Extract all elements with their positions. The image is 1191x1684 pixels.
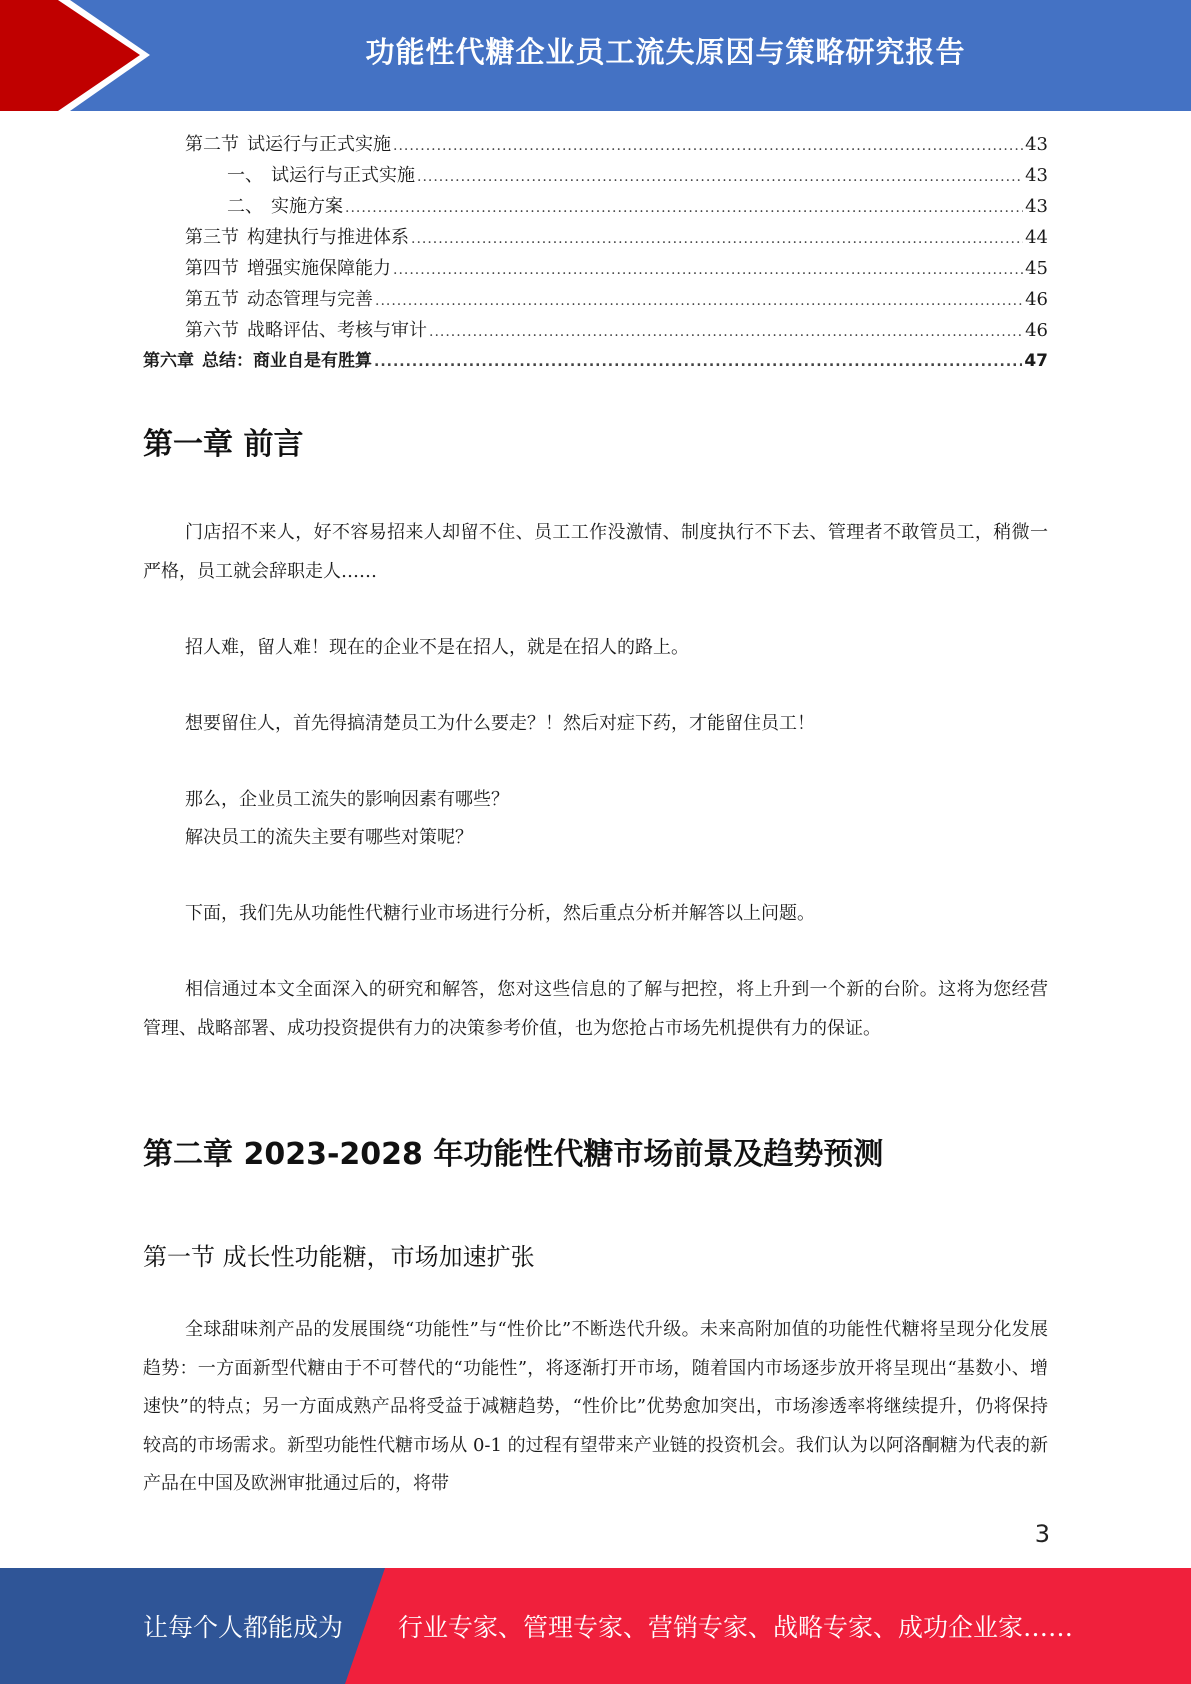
section-1-title: 第一节 成长性功能糖，市场加速扩张 bbox=[143, 1243, 535, 1271]
toc-entry-chapter[interactable] bbox=[143, 346, 1048, 377]
chapter-1-title: 第一章 前言 bbox=[143, 427, 304, 462]
toc-entry-number: 一、 bbox=[227, 165, 263, 186]
toc-leader bbox=[393, 255, 1023, 286]
toc-entry-title: 试运行与正式实施 bbox=[247, 134, 391, 155]
toc-leader bbox=[345, 193, 1023, 224]
toc-entry[interactable] bbox=[143, 160, 1048, 191]
toc-entry-page: 44 bbox=[1025, 227, 1048, 248]
toc-leader bbox=[411, 224, 1023, 255]
toc-entry-title: 增强实施保障能力 bbox=[247, 258, 391, 279]
toc-entry-page: 47 bbox=[1024, 351, 1048, 371]
toc-entry-title: 试运行与正式实施 bbox=[271, 165, 415, 186]
toc-entry-number: 二、 bbox=[227, 196, 263, 217]
table-of-contents bbox=[143, 129, 1048, 377]
toc-entry-number: 第二节 bbox=[185, 134, 239, 155]
toc-entry-page: 46 bbox=[1025, 320, 1048, 341]
chapter-2-title: 第二章 2023-2028 年功能性代糖市场前景及趋势预测 bbox=[143, 1137, 884, 1172]
page-header bbox=[0, 0, 1191, 111]
chapter-1-paragraph: 解决员工的流失主要有哪些对策呢？ bbox=[185, 827, 473, 848]
page-number: 3 bbox=[1034, 1520, 1050, 1548]
toc-entry-title: 动态管理与完善 bbox=[247, 289, 373, 310]
chapter-1-paragraph: 相信通过本文全面深入的研究和解答，您对这些信息的了解与把控，将上升到一个新的台阶。这将为您经营管理、战略部署、成功投资提供有力的决策参考价值，也为您抢占市场先机提供有力的保证。 bbox=[143, 979, 1048, 1039]
toc-entry-title: 构建执行与推进体系 bbox=[247, 227, 409, 248]
toc-leader bbox=[393, 131, 1023, 162]
chapter-1-paragraph: 门店招不来人，好不容易招来人却留不住、员工工作没激情、制度执行不下去、管理者不敢管员工，稍微一严格，员工就会辞职走人…… bbox=[143, 522, 1048, 582]
toc-entry[interactable] bbox=[143, 315, 1048, 346]
toc-entry-number: 第五节 bbox=[185, 289, 239, 310]
toc-leader bbox=[417, 162, 1023, 193]
section-1-paragraph: 全球甜味剂产品的发展围绕“功能性”与“性价比”不断迭代升级。未来高附加值的功能性代糖将呈现分化发展趋势：一方面新型代糖由于不可替代的“功能性”，将逐渐打开市场，随着国内市场逐步放开将呈现出“基数小、增速快”的特点；另一方面成熟产品将受益于减糖趋势，“性价比”优势愈加突出，市场渗透率将继续提升，仍将保持较高的市场需求。新型功能性代糖市场从 0-1 的过程有望带来产业链的投资机会。我们认为以阿洛酮糖为代表的新产品在中国及欧洲审批通过后的，将带 bbox=[143, 1319, 1048, 1494]
toc-entry-title: 战略评估、考核与审计 bbox=[247, 320, 427, 341]
chapter-1-paragraph: 招人难，留人难！现在的企业不是在招人，就是在招人的路上。 bbox=[185, 637, 689, 658]
chapter-1-paragraph: 想要留住人，首先得搞清楚员工为什么要走？！然后对症下药，才能留住员工！ bbox=[185, 713, 815, 734]
toc-entry-number: 第六节 bbox=[185, 320, 239, 341]
footer-slogan-right: 行业专家、管理专家、营销专家、战略专家、成功企业家…… bbox=[398, 1613, 1074, 1642]
toc-leader bbox=[375, 286, 1023, 317]
toc-leader bbox=[429, 317, 1023, 348]
toc-entry[interactable] bbox=[143, 253, 1048, 284]
header-title: 功能性代糖企业员工流失原因与策略研究报告 bbox=[365, 34, 966, 69]
footer-slogan-left: 让每个人都能成为 bbox=[143, 1613, 344, 1642]
toc-entry-page: 43 bbox=[1025, 134, 1048, 155]
toc-entry-page: 45 bbox=[1025, 258, 1048, 279]
page-footer bbox=[0, 1568, 1191, 1684]
toc-entry[interactable] bbox=[143, 284, 1048, 315]
chapter-1-paragraph: 那么，企业员工流失的影响因素有哪些？ bbox=[185, 789, 509, 810]
toc-entry[interactable] bbox=[143, 129, 1048, 160]
page-content bbox=[143, 129, 1048, 1494]
toc-entry-number: 第三节 bbox=[185, 227, 239, 248]
toc-entry-page: 43 bbox=[1025, 196, 1048, 217]
toc-leader bbox=[374, 347, 1022, 378]
toc-entry-page: 46 bbox=[1025, 289, 1048, 310]
toc-entry-number: 第四节 bbox=[185, 258, 239, 279]
toc-entry-number: 第六章 bbox=[143, 351, 194, 371]
toc-entry-page: 43 bbox=[1025, 165, 1048, 186]
toc-entry-title: 总结：商业自是有胜算 bbox=[202, 351, 372, 371]
toc-entry-title: 实施方案 bbox=[271, 196, 343, 217]
toc-entry[interactable] bbox=[143, 191, 1048, 222]
chapter-1-paragraph: 下面，我们先从功能性代糖行业市场进行分析，然后重点分析并解答以上问题。 bbox=[185, 903, 815, 924]
toc-entry[interactable] bbox=[143, 222, 1048, 253]
